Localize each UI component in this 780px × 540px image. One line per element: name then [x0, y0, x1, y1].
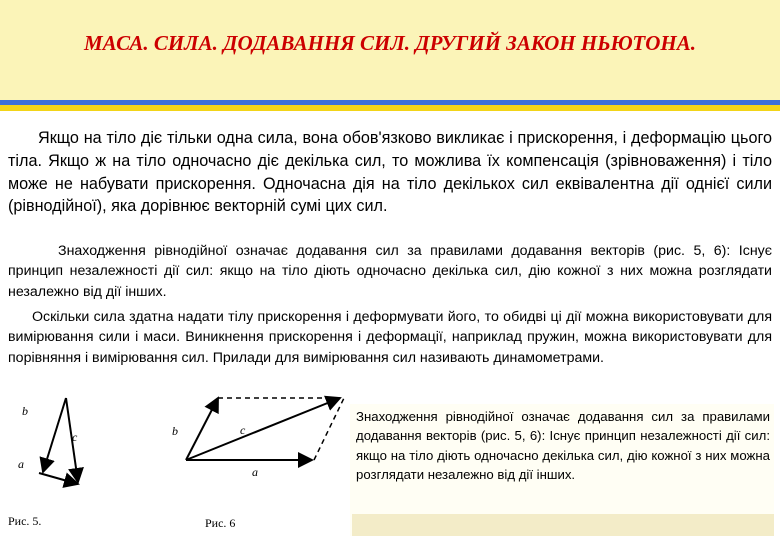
- vector-a-fig5: [39, 473, 78, 484]
- figure-6-parallelogram: [172, 398, 344, 479]
- vector-c-fig6: [186, 398, 340, 460]
- paragraph-resultant: Знаходження рівнодійної означає додавання сил за правилами додавання векторів (рис. 5, 6): Існує принцип незалежності дії сил: якщо на тіло діють одночасно декілька сил, дію кожної з них можна розглядати незалежно від дії інших.: [8, 243, 772, 300]
- vector-b-fig5: [43, 398, 66, 472]
- paragraph-intro: Якщо на тіло діє тільки одна сила, вона обов'язково викликає і прискорення, і деформацію цього тіла. Якщо ж на тіло одночасно діє декілька сил, то можлива їх компенсація (зрівноваження) і тіло може не набувати прискорення. Одночасна дія на тіло декількох сил еквівалентна дії однієї сили (рівнодійної), яка дорівнює векторній сумі цих сил.: [8, 129, 772, 216]
- header-stripe-yellow: [0, 105, 780, 111]
- page-title: МАСА. СИЛА. ДОДАВАННЯ СИЛ. ДРУГИЙ ЗАКОН НЬЮТОНА.: [83, 31, 697, 55]
- label-a-fig5: a: [18, 457, 24, 471]
- figure-5-caption: Рис. 5.: [8, 514, 42, 528]
- note-box-shade: [352, 514, 774, 536]
- figure-6-caption: Рис. 6: [205, 516, 236, 530]
- label-c-fig6: c: [240, 423, 246, 437]
- label-b-fig6: b: [172, 424, 178, 438]
- figure-5-triangle: [18, 398, 78, 484]
- vector-b-fig6: [186, 398, 218, 460]
- label-a-fig6: a: [252, 465, 258, 479]
- label-b-fig5: b: [22, 404, 28, 418]
- vector-figures: [0, 388, 350, 540]
- label-c-fig5: c: [72, 430, 78, 444]
- paragraph-measurement: Оскільки сила здатна надати тілу прискорення і деформувати його, то обидві ці дії можна використовувати для вимірювання сили і маси. Виникнення прискорення і деформації, наприклад пружин, можна використовувати для порівняння і вимірювання сил. Прилади для вимірювання сил називають динамометрами.: [8, 309, 772, 366]
- note-box-text: Знаходження рівнодійної означає додавання сил за правилами додавання векторів (рис. 5, 6): Існує принцип незалежності дії сил: якщо на тіло діють одночасно декілька сил, дію кожної з них можна розглядати незалежно від дії інших.: [356, 409, 770, 482]
